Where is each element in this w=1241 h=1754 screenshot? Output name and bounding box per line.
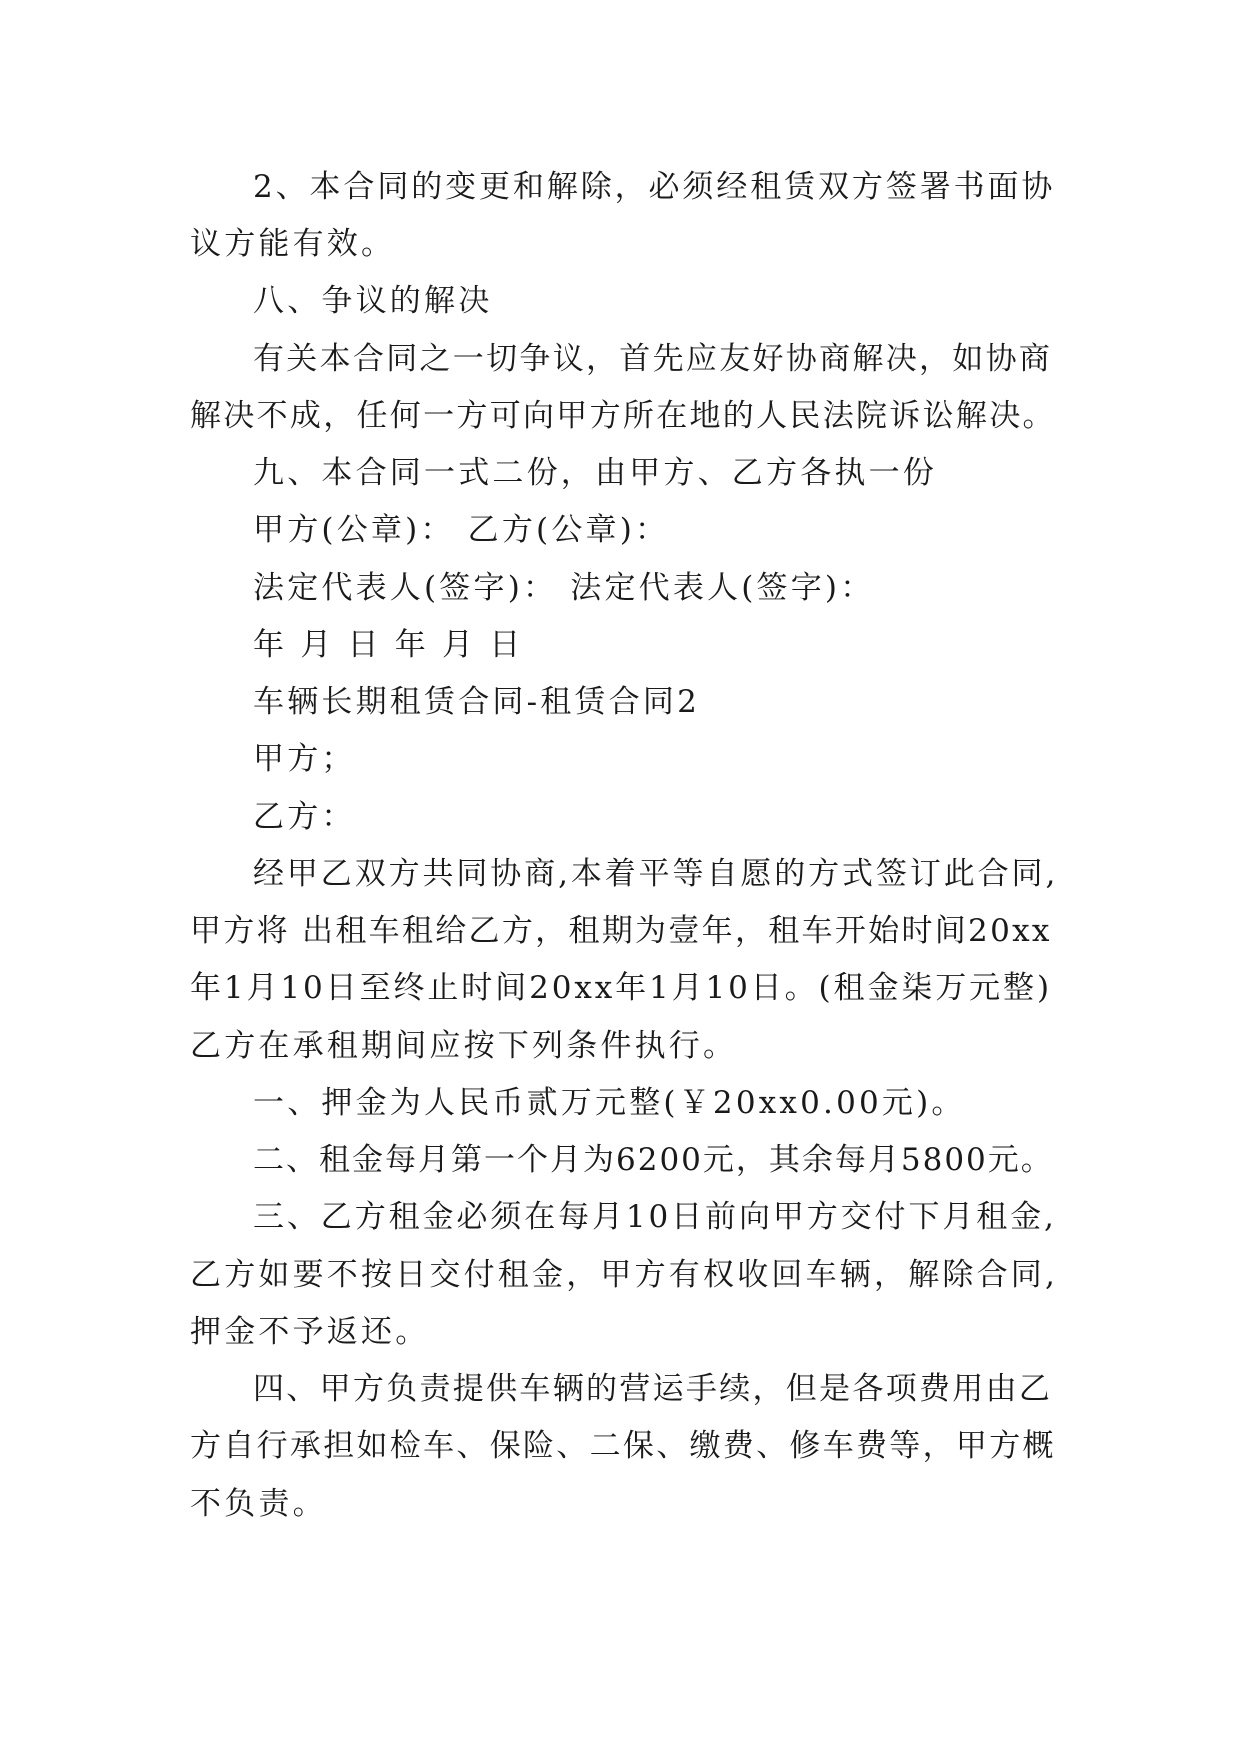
date-line: 年 月 日 年 月 日 [253, 627, 524, 663]
term-3-line-1: 三、乙方租金必须在每月10日前向甲方交付下月租金, [253, 1199, 1057, 1235]
term-2-rent: 二、租金每月第一个月为6200元，其余每月5800元。 [253, 1142, 1054, 1178]
section-8-heading: 八、争议的解决 [253, 283, 493, 319]
section-9-line: 九、本合同一式二份，由甲方、乙方各执一份 [253, 455, 937, 491]
seal-line: 甲方(公章)： 乙方(公章)： [253, 512, 670, 548]
preamble-line-3: 年1月10日至终止时间20xx年1月10日。(租金柒万元整) [190, 970, 1052, 1006]
signature-line: 法定代表人(签字)： 法定代表人(签字)： [253, 570, 875, 606]
preamble-line-2: 甲方将 出租车租给乙方，租期为壹年，租车开始时间20xx [190, 913, 1052, 949]
term-4-line-3: 不负责。 [190, 1486, 327, 1522]
preamble-line-4: 乙方在承租期间应按下列条件执行。 [190, 1028, 738, 1064]
term-1-deposit: 一、押金为人民币贰万元整(￥20xx0.00元)。 [253, 1085, 966, 1121]
preamble-line-1: 经甲乙双方共同协商,本着平等自愿的方式签订此合同, [253, 856, 1059, 892]
clause-7-2-line-1: 2、本合同的变更和解除，必须经租赁双方签署书面协 [253, 169, 1056, 205]
contract-2-title: 车辆长期租赁合同-租赁合同2 [253, 684, 700, 720]
term-3-line-2: 乙方如要不按日交付租金，甲方有权收回车辆，解除合同, [190, 1257, 1059, 1293]
term-4-line-2: 方自行承担如检车、保险、二保、缴费、修车费等，甲方概 [190, 1428, 1056, 1464]
term-3-line-3: 押金不予返还。 [190, 1314, 430, 1350]
party-a-line: 甲方； [253, 741, 356, 777]
term-4-line-1: 四、甲方负责提供车辆的营运手续，但是各项费用由乙 [253, 1371, 1053, 1407]
party-b-line: 乙方： [253, 799, 356, 835]
section-8-body-line-2: 解决不成，任何一方可向甲方所在地的人民法院诉讼解决。 [190, 398, 1056, 434]
section-8-body-line-1: 有关本合同之一切争议，首先应友好协商解决，如协商 [253, 341, 1053, 377]
clause-7-2-line-2: 议方能有效。 [190, 226, 396, 262]
